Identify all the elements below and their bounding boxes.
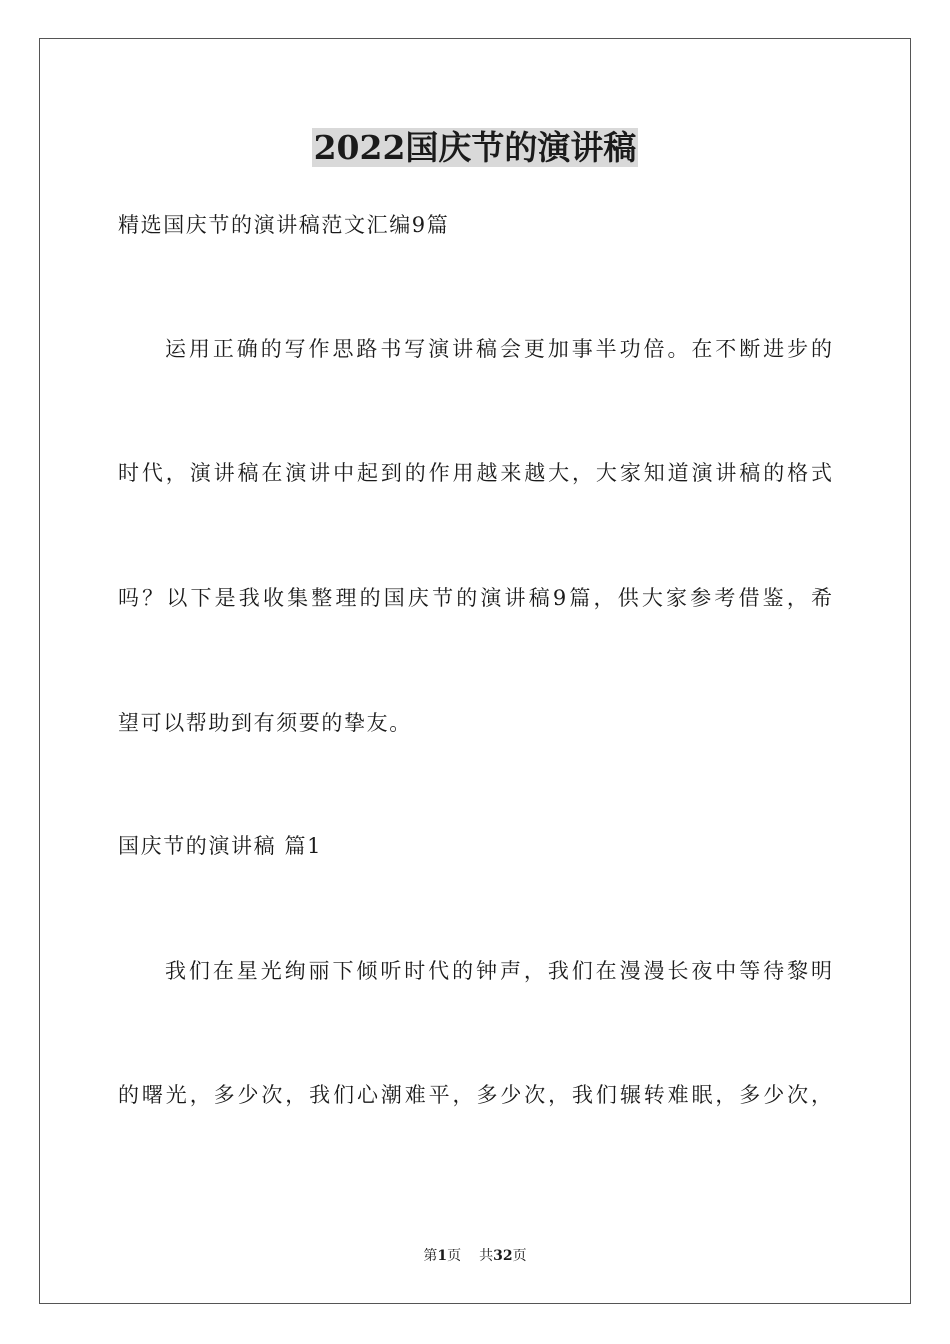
intro-line-2: 时代，演讲稿在演讲中起到的作用越来越大，大家知道演讲稿的格式	[118, 461, 832, 485]
intro-line-1: 运用正确的写作思路书写演讲稿会更加事半功倍。在不断进步的	[165, 337, 832, 361]
section-heading: 国庆节的演讲稿 篇1	[118, 834, 323, 858]
footer-total-pages: 32	[493, 1248, 513, 1264]
intro-line-4: 望可以帮助到有须要的挚友。	[118, 711, 412, 735]
footer-page-prefix: 第	[423, 1248, 438, 1264]
intro-line-3: 吗？以下是我收集整理的国庆节的演讲稿9篇，供大家参考借鉴，希	[118, 586, 832, 610]
footer-page-suffix: 页	[447, 1248, 462, 1264]
document-title	[0, 126, 950, 170]
section-line-1: 我们在星光绚丽下倾听时代的钟声，我们在漫漫长夜中等待黎明	[165, 959, 832, 983]
document-subtitle: 精选国庆节的演讲稿范文汇编9篇	[118, 213, 450, 237]
document-title-text: 2022国庆节的演讲稿	[313, 128, 637, 167]
section-line-2: 的曙光，多少次，我们心潮难平，多少次，我们辗转难眠，多少次，	[118, 1083, 832, 1107]
footer-total-prefix: 共	[479, 1248, 494, 1264]
footer-total-suffix: 页	[512, 1248, 527, 1264]
page-footer	[0, 1246, 950, 1266]
footer-page-number: 1	[437, 1248, 448, 1264]
